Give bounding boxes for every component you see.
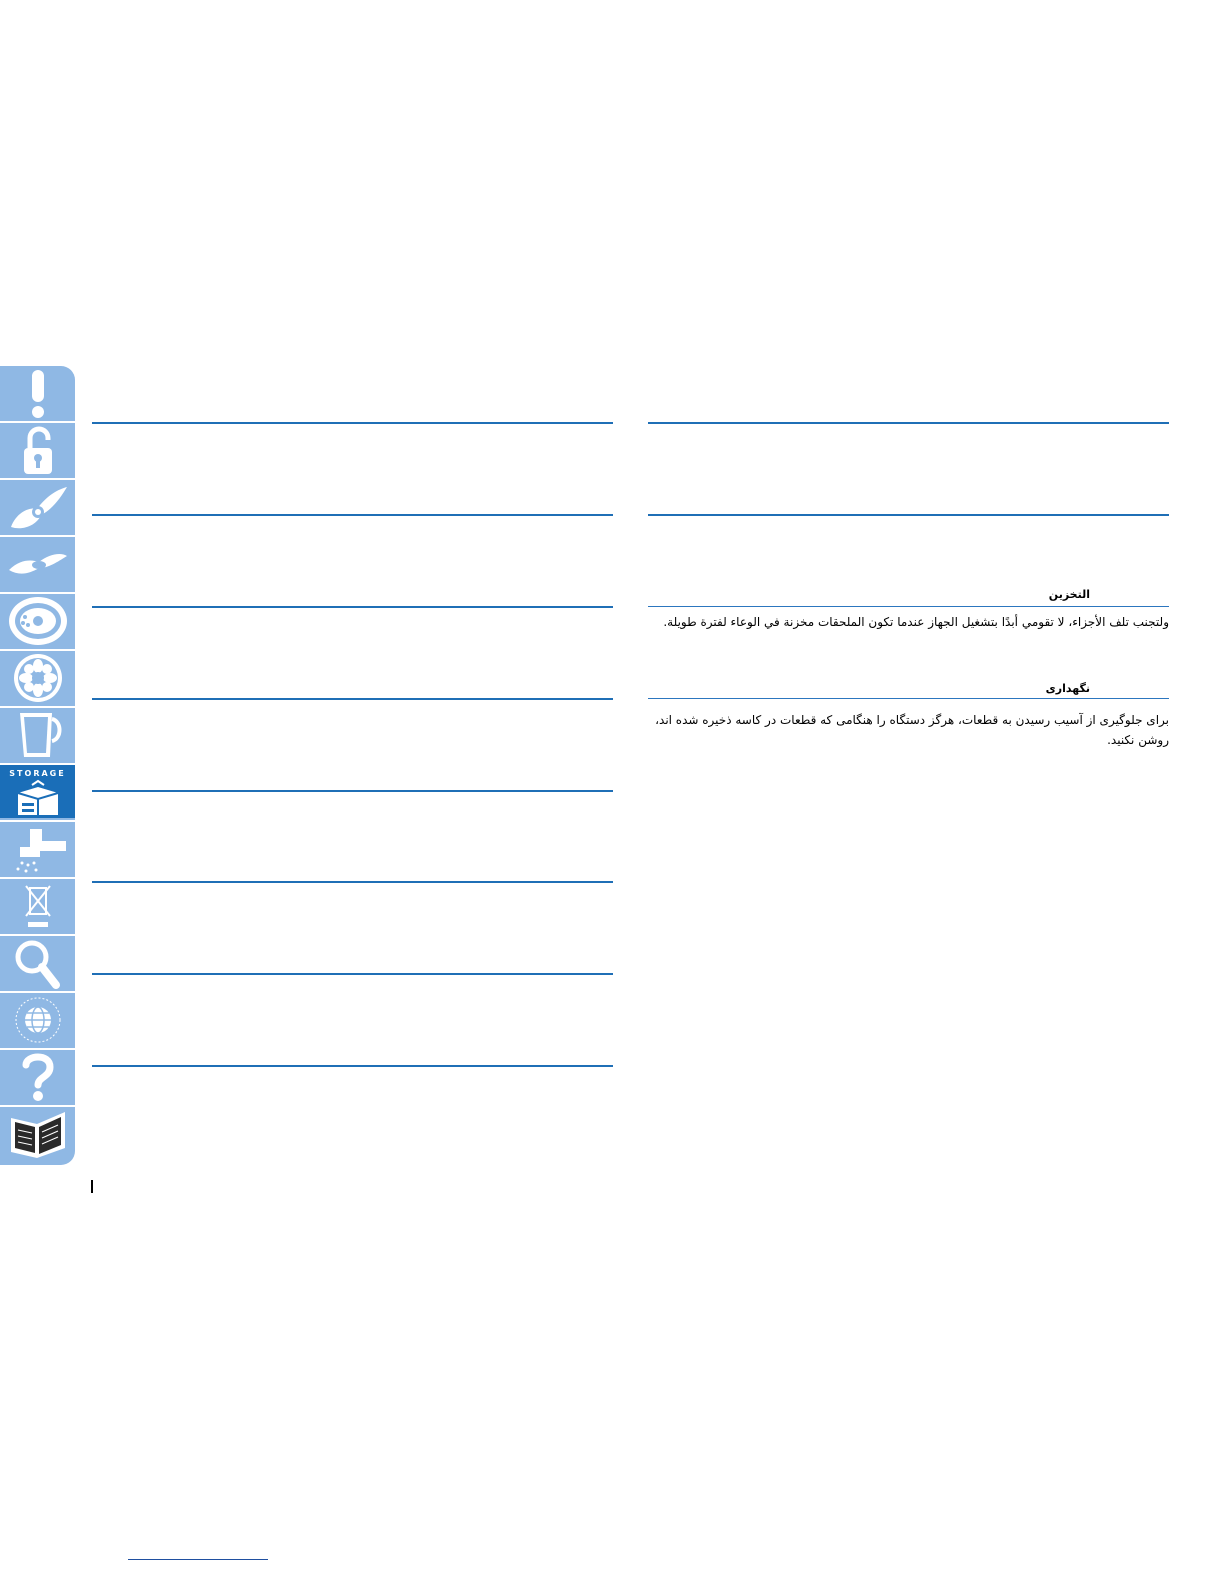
arabic-storage-text: ولتجنب تلف الأجزاء، لا تقومي أبدًا بتشغيل الجهاز عندما تكون الملحقات مخزنة في الوعاء لفترة طويلة.	[663, 615, 1169, 629]
disc-attachment-icon	[7, 595, 69, 647]
tap-cleaning-icon	[8, 823, 68, 875]
persian-storage-heading: نگهداری	[1045, 682, 1090, 695]
question-mark-icon	[18, 1051, 58, 1103]
divider-left-4	[92, 698, 613, 700]
tab-troubleshoot[interactable]	[0, 934, 75, 989]
whisk-attachment-icon	[7, 544, 69, 584]
tab-guarantee[interactable]	[0, 991, 75, 1046]
tab-jug[interactable]	[0, 706, 75, 761]
bottom-underline	[128, 1559, 268, 1560]
tab-whisk[interactable]	[0, 535, 75, 590]
persian-storage-text: برای جلوگیری از آسیب رسیدن به قطعات، هرگز دستگاه را هنگامی که قطعات در کاسه ذخیره شده اند، روشن نکنید.	[655, 713, 1169, 747]
divider-left-5	[92, 790, 613, 792]
crossed-bin-icon	[18, 880, 58, 932]
divider-right-2	[648, 514, 1169, 516]
tab-cleaning[interactable]	[0, 820, 75, 875]
tab-unlock[interactable]	[0, 421, 75, 476]
divider-left-1	[92, 422, 613, 424]
open-book-icon	[7, 1108, 69, 1160]
page-mark	[91, 1180, 93, 1193]
exclamation-icon	[18, 368, 58, 420]
tab-recipes[interactable]	[0, 1105, 75, 1160]
divider-right-1	[648, 422, 1169, 424]
arabic-storage-heading: التخزين	[1048, 588, 1090, 601]
divider-left-7	[92, 973, 613, 975]
storage-label: STORAGE	[9, 769, 66, 778]
divider-left-8	[92, 1065, 613, 1067]
jug-icon	[12, 709, 64, 761]
blade-attachment-icon	[7, 481, 69, 533]
divider-left-2	[92, 514, 613, 516]
magnifier-icon	[12, 937, 64, 989]
tab-blade[interactable]	[0, 478, 75, 533]
tab-fan-disc[interactable]	[0, 649, 75, 704]
unlocked-padlock-icon	[18, 424, 58, 476]
storage-box-icon	[12, 779, 64, 819]
tab-safety[interactable]	[0, 366, 75, 421]
divider-right-3	[648, 606, 1169, 607]
divider-left-3	[92, 606, 613, 608]
fan-disc-icon	[12, 652, 64, 704]
tab-disc[interactable]	[0, 592, 75, 647]
tab-disposal[interactable]	[0, 877, 75, 932]
divider-right-4	[648, 698, 1169, 699]
tab-storage[interactable]	[0, 763, 75, 818]
section-tab-strip	[0, 366, 75, 1165]
tab-faq[interactable]	[0, 1048, 75, 1103]
divider-left-6	[92, 881, 613, 883]
world-wide-guarantee-icon	[10, 994, 66, 1046]
